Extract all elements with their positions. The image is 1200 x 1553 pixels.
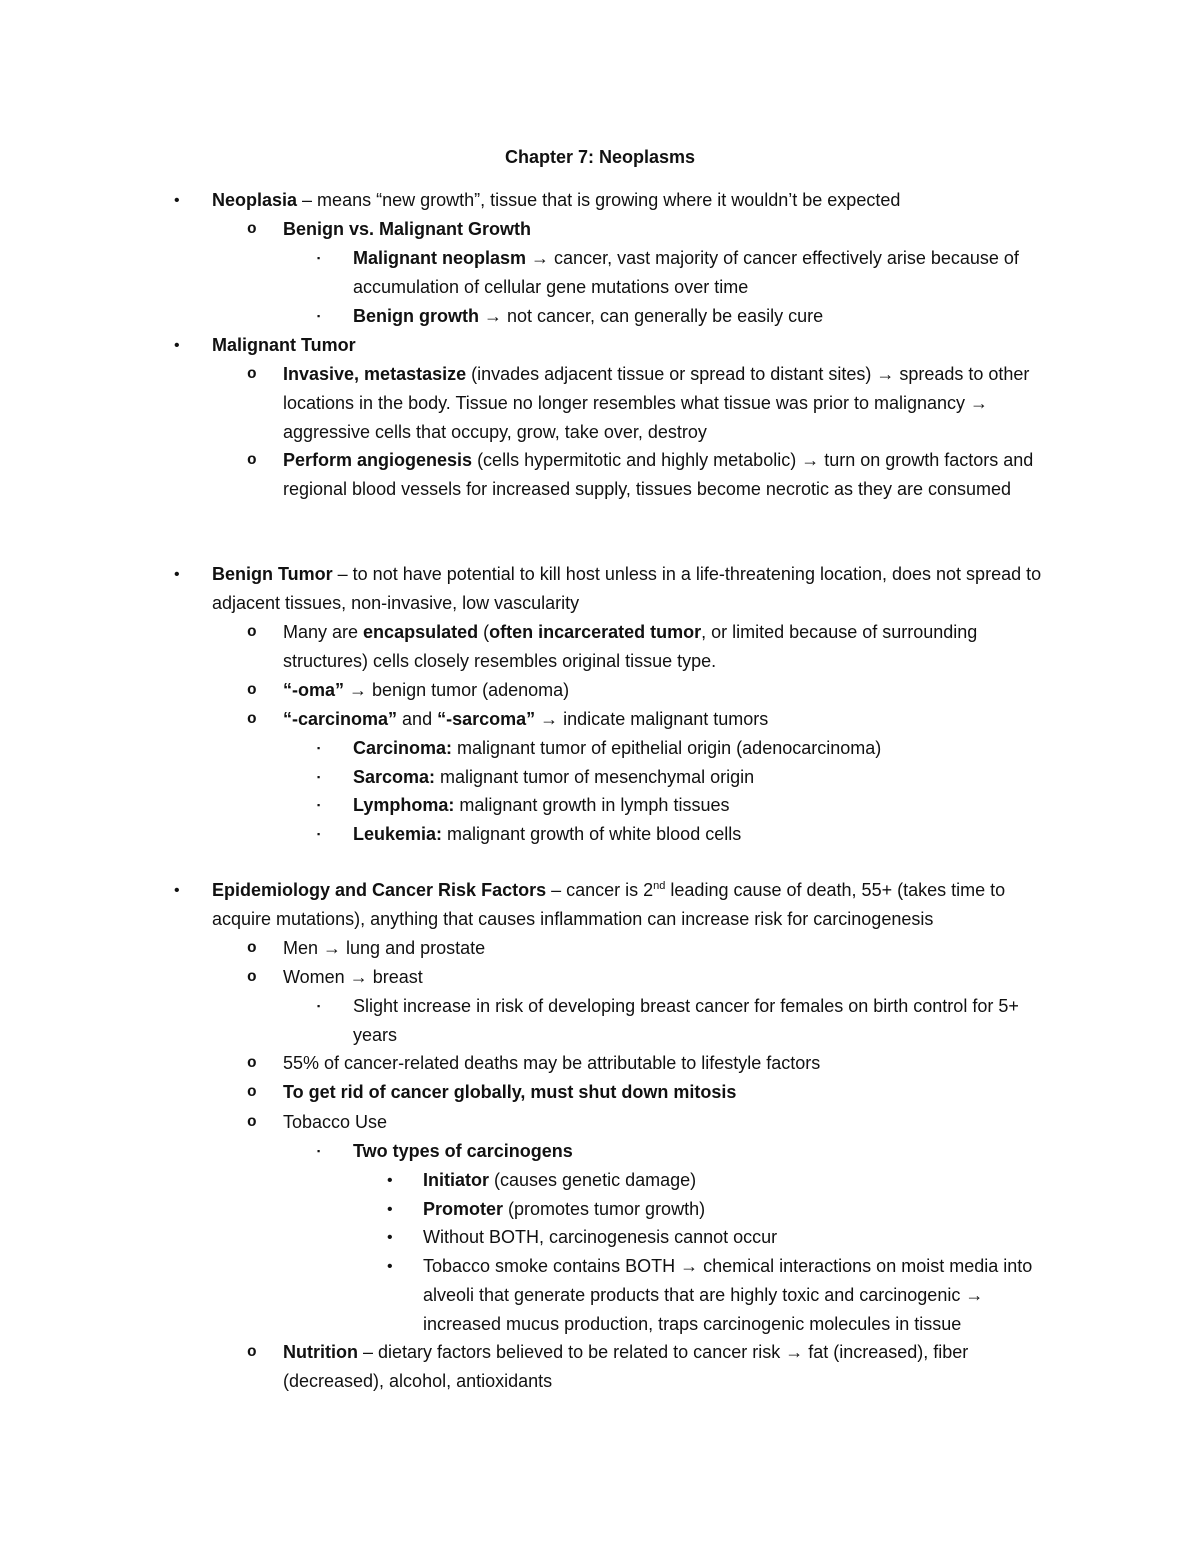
text: Tobacco smoke contains BOTH [423, 1256, 681, 1276]
list-item-two-types [317, 1137, 1060, 1166]
bullet-square-icon: ▪ [317, 829, 321, 839]
text: malignant tumor of mesenchymal origin [435, 767, 755, 787]
bullet-circle-icon: o [247, 710, 257, 728]
arrow-icon: → [531, 248, 550, 268]
term: “-sarcoma” [437, 709, 536, 729]
bullet-square-icon: ▪ [317, 253, 321, 263]
term: Nutrition [283, 1342, 358, 1362]
arrow-icon: → [484, 306, 502, 326]
list-item-without-both [387, 1223, 1060, 1252]
text: (causes genetic damage) [489, 1170, 697, 1190]
text: Men [283, 938, 324, 958]
bullet-square-icon: ▪ [317, 311, 321, 321]
text: Slight increase in risk of developing breast cancer for females on birth control for 5+ years [353, 996, 1019, 1045]
term: “-carcinoma” [283, 709, 398, 729]
bullet-square-icon: ▪ [317, 743, 321, 753]
bullet-circle-icon: o [247, 365, 257, 383]
list-item-nutrition [247, 1338, 1060, 1396]
list-item-leukemia [317, 820, 1060, 849]
text: leading cause of death, 55+ (takes time to acquire mutations), anything that causes inflammation can increase risk for carcinogenesis [212, 880, 1006, 929]
text: Without BOTH, carcinogenesis cannot occur [423, 1227, 778, 1247]
list-item-initiator [387, 1166, 1060, 1195]
text: – to not have potential to kill host unless in a life-threatening location, does not spread to adjacent tissues, non-invasive, low vascularity [212, 564, 1042, 613]
bullet-dot-icon: • [387, 1201, 393, 1218]
text: and [397, 709, 438, 729]
arrow-icon: → [876, 364, 895, 384]
text: malignant tumor of epithelial origin (adenocarcinoma) [452, 738, 882, 758]
list-item-carcinoma-sarcoma [247, 705, 1060, 734]
list-item-neoplasia [174, 186, 1060, 215]
term: Perform angiogenesis [283, 450, 473, 470]
list-item-benign-growth [317, 302, 1060, 331]
bullet-square-icon: ▪ [317, 1001, 321, 1011]
term: often incarcerated tumor [489, 622, 702, 642]
list-item-benign-vs-malignant [247, 215, 1060, 244]
text: – dietary factors believed to be related to cancer risk [357, 1342, 786, 1362]
term: Invasive, metastasize [283, 364, 467, 384]
list-item-mitosis [247, 1078, 1060, 1107]
bullet-circle-icon: o [247, 623, 257, 641]
term: Benign growth [353, 306, 479, 326]
text: (promotes tumor growth) [503, 1199, 706, 1219]
bullet-dot-icon: • [174, 882, 180, 899]
arrow-icon: → [801, 450, 820, 470]
arrow-icon: → [680, 1256, 699, 1276]
list-item-angiogenesis [247, 446, 1060, 504]
text: (invades adjacent tissue or spread to distant sites) [466, 364, 877, 384]
term: Malignant Tumor [212, 335, 356, 355]
list-item-lifestyle [247, 1049, 1060, 1078]
bullet-circle-icon: o [247, 681, 257, 699]
list-item-encapsulated [247, 618, 1060, 676]
list-item-lymphoma [317, 791, 1060, 820]
page-title: Chapter 7: Neoplasms [504, 147, 696, 167]
text: breast [367, 967, 423, 987]
list-item-sarcoma [317, 763, 1060, 792]
text: turn on growth factors and regional blood vessels for increased supply, tissues become necrotic as they are consumed [283, 450, 1034, 499]
term: Neoplasia [212, 190, 298, 210]
term: Malignant neoplasm [353, 248, 527, 268]
bullet-square-icon: ▪ [317, 800, 321, 810]
text: malignant growth of white blood cells [442, 824, 742, 844]
list-item-tobacco-smoke [387, 1252, 1060, 1339]
term: Benign vs. Malignant Growth [283, 219, 532, 239]
term: Epidemiology and Cancer Risk Factors [212, 880, 547, 900]
text: – means “new growth”, tissue that is growing where it wouldn’t be expected [297, 190, 901, 210]
bullet-square-icon: ▪ [317, 1146, 321, 1156]
text: benign tumor (adenoma) [367, 680, 570, 700]
arrow-icon: → [349, 967, 368, 987]
list-item-epidemiology [174, 876, 1060, 934]
term: To get rid of cancer globally, must shut down mitosis [283, 1082, 737, 1102]
list-item-invasive [247, 360, 1060, 447]
bullet-circle-icon: o [247, 220, 257, 238]
text: not cancer, can generally be easily cure [502, 306, 824, 326]
text: indicate malignant tumors [558, 709, 769, 729]
text: chemical interactions on moist media into alveoli that generate products that are highly toxic and carcinogenic [423, 1256, 1033, 1305]
text: – cancer is 2 [546, 880, 654, 900]
text: 55% of cancer-related deaths may be attributable to lifestyle factors [283, 1053, 821, 1073]
text: aggressive cells that occupy, grow, take over, destroy [283, 422, 707, 442]
list-item-oma [247, 676, 1060, 705]
term: Leukemia: [353, 824, 443, 844]
list-item-women [247, 963, 1060, 992]
term: Benign Tumor [212, 564, 333, 584]
list-item-malignant-neoplasm [317, 244, 1060, 302]
term: Sarcoma: [353, 767, 436, 787]
list-item-birth-control [317, 992, 1060, 1050]
list-item-promoter [387, 1195, 1060, 1224]
text: , or limited because of surrounding structures) cells closely resembles original tissue type. [283, 622, 978, 671]
bullet-dot-icon: • [174, 566, 180, 583]
bullet-circle-icon: o [247, 1054, 257, 1072]
arrow-icon: → [970, 393, 989, 413]
term: Two types of carcinogens [353, 1141, 573, 1161]
text: cancer, vast majority of cancer effectively arise because of accumulation of cellular gene mutations over time [353, 248, 1019, 297]
bullet-circle-icon: o [247, 451, 257, 469]
text: Women [283, 967, 350, 987]
term: encapsulated [363, 622, 479, 642]
text: increased mucus production, traps carcinogenic molecules in tissue [423, 1314, 962, 1334]
list-item-malignant-tumor [174, 331, 1060, 360]
bullet-circle-icon: o [247, 1343, 257, 1361]
bullet-dot-icon: • [387, 1172, 393, 1189]
bullet-circle-icon: o [247, 1083, 257, 1101]
list-item-carcinoma [317, 734, 1060, 763]
arrow-icon: → [965, 1285, 984, 1305]
superscript: nd [653, 880, 666, 892]
text: Tobacco Use [283, 1112, 388, 1132]
bullet-dot-icon: • [174, 337, 180, 354]
bullet-square-icon: ▪ [317, 772, 321, 782]
arrow-icon: → [785, 1342, 804, 1362]
text: lung and prostate [341, 938, 486, 958]
term: “-oma” [283, 680, 345, 700]
text: ( [478, 622, 490, 642]
term: Initiator [423, 1170, 489, 1190]
term: Carcinoma: [353, 738, 453, 758]
text: Many are [283, 622, 364, 642]
term: Lymphoma: [353, 795, 455, 815]
bullet-dot-icon: • [174, 192, 180, 209]
arrow-icon: → [540, 709, 559, 729]
list-item-benign-tumor [174, 560, 1060, 618]
text: spreads to other locations in the body. Tissue no longer resembles what tissue was prior to malignancy [283, 364, 1030, 413]
bullet-circle-icon: o [247, 939, 257, 957]
text: malignant growth in lymph tissues [454, 795, 730, 815]
list-item-men [247, 934, 1060, 963]
bullet-circle-icon: o [247, 1113, 257, 1131]
text: (cells hypermitotic and highly metabolic) [472, 450, 802, 470]
text: fat (increased), fiber (decreased), alcohol, antioxidants [283, 1342, 969, 1391]
arrow-icon: → [349, 680, 368, 700]
bullet-dot-icon: • [387, 1258, 393, 1275]
bullet-dot-icon: • [387, 1229, 393, 1246]
bullet-circle-icon: o [247, 968, 257, 986]
arrow-icon: → [323, 938, 342, 958]
list-item-tobacco [247, 1108, 1060, 1137]
term: Promoter [423, 1199, 504, 1219]
